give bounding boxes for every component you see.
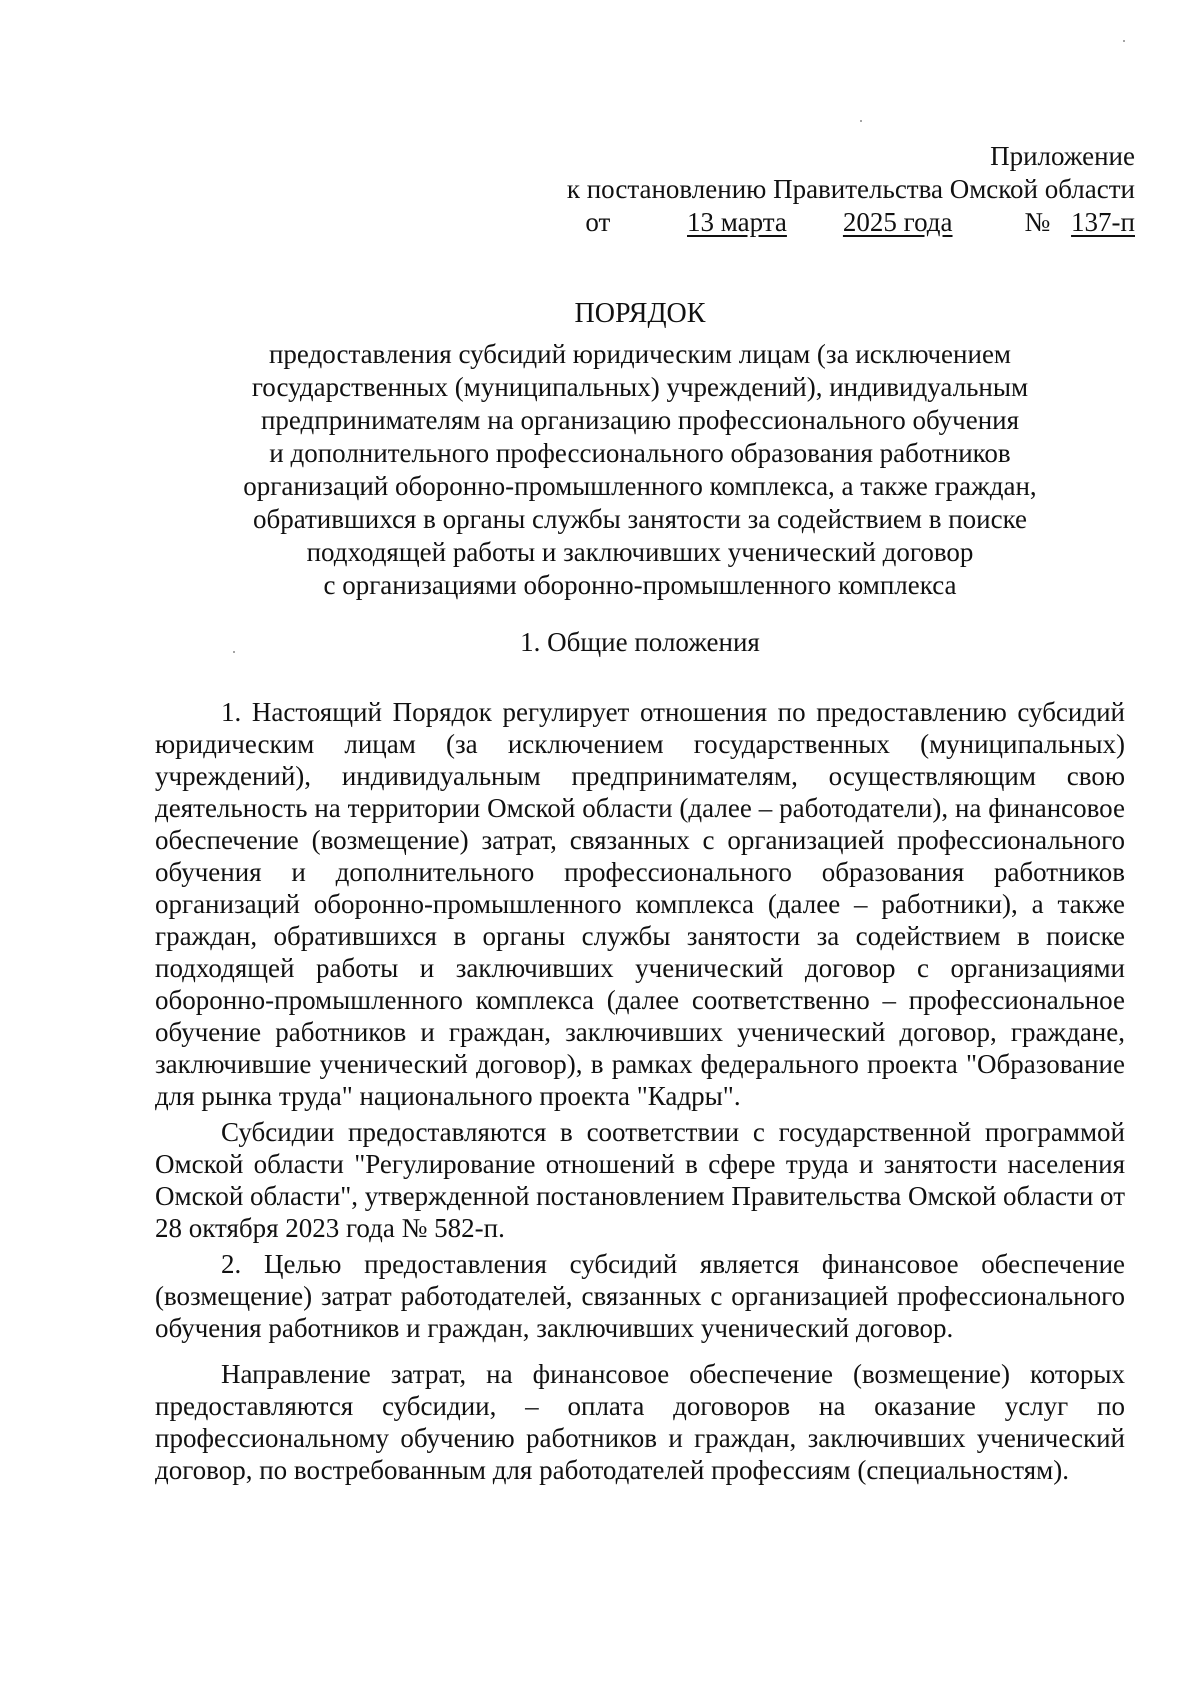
resolution-date-number [515, 206, 1135, 239]
resolution-date-year: 2025 года [842, 207, 953, 237]
scan-speck [233, 651, 235, 653]
subtitle-line: организаций оборонно-промышленного комплекса, а также граждан, [243, 471, 1037, 501]
resolution-date [617, 207, 1025, 237]
document-subtitle [150, 338, 1130, 602]
document-body [155, 696, 1125, 1490]
section-heading: 1. Общие положения [520, 627, 760, 657]
paragraph: Субсидии предоставляются в соответствии с государственной программой Омской области "Регулирование отношений в сфере труда и занятости населения Омской области", утвержденной постановлением Правительства Омской области от 28 октября 2023 года № 582-п. [155, 1117, 1125, 1243]
subtitle-line: с организациями оборонно-промышленного комплекса [323, 570, 957, 600]
resolution-date-day-month: 13 марта [687, 207, 787, 237]
paragraph: 2. Целью предоставления субсидий является финансовое обеспечение (возмещение) затрат работодателей, связанных с организацией профессионального обучения работников и граждан, заключивших ученический договор. [155, 1249, 1125, 1343]
appendix-header [515, 140, 1135, 239]
number-label: № [1024, 207, 1051, 237]
resolution-reference: к постановлению Правительства Омской области [566, 174, 1135, 204]
scan-speck [1123, 40, 1125, 42]
resolution-number: 137-п [1071, 207, 1135, 237]
paragraph: 1. Настоящий Порядок регулирует отношения по предоставлению субсидий юридическим лицам (за исключением государственных (муниципальных) учреждений), индивидуальным предпринимателям, осуществляющим свою деятельность на территории Омской области (далее – работодатели), на финансовое обеспечение (возмещение) затрат, связанных с организацией профессионального обучения и дополнительного профессионального образования работников организаций оборонно-промышленного комплекса (далее – работники), а также граждан, обратившихся в органы службы занятости за содействием в поиске подходящей работы и заключивших ученический договор с организациями оборонно-промышленного комплекса (далее соответственно – профессиональное обучение работников и граждан, заключивших ученический договор, граждане, заключившие ученический договор), в рамках федерального проекта "Образование для рынка труда" национального проекта "Кадры". [155, 697, 1125, 1111]
subtitle-line: обратившихся в органы службы занятости за содействием в поиске [252, 504, 1028, 534]
document-title: ПОРЯДОК [574, 298, 706, 329]
subtitle-line: подходящей работы и заключивших ученический договор [306, 537, 974, 567]
paragraph: Направление затрат, на финансовое обеспечение (возмещение) которых предоставляются субсидии, – оплата договоров на оказание услуг по профессиональному обучению работников и граждан, заключивших ученический договор, по востребованным для работодателей профессиям (специальностям). [155, 1359, 1125, 1485]
scan-speck [860, 120, 862, 122]
subtitle-line: предпринимателям на организацию профессионального обучения [260, 405, 1020, 435]
appendix-label: Приложение [990, 141, 1135, 171]
subtitle-line: государственных (муниципальных) учреждений), индивидуальным [251, 372, 1029, 402]
from-label: от [585, 207, 611, 237]
subtitle-line: и дополнительного профессионального образования работников [269, 438, 1011, 468]
subtitle-line: предоставления субсидий юридическим лицам (за исключением [268, 339, 1012, 369]
